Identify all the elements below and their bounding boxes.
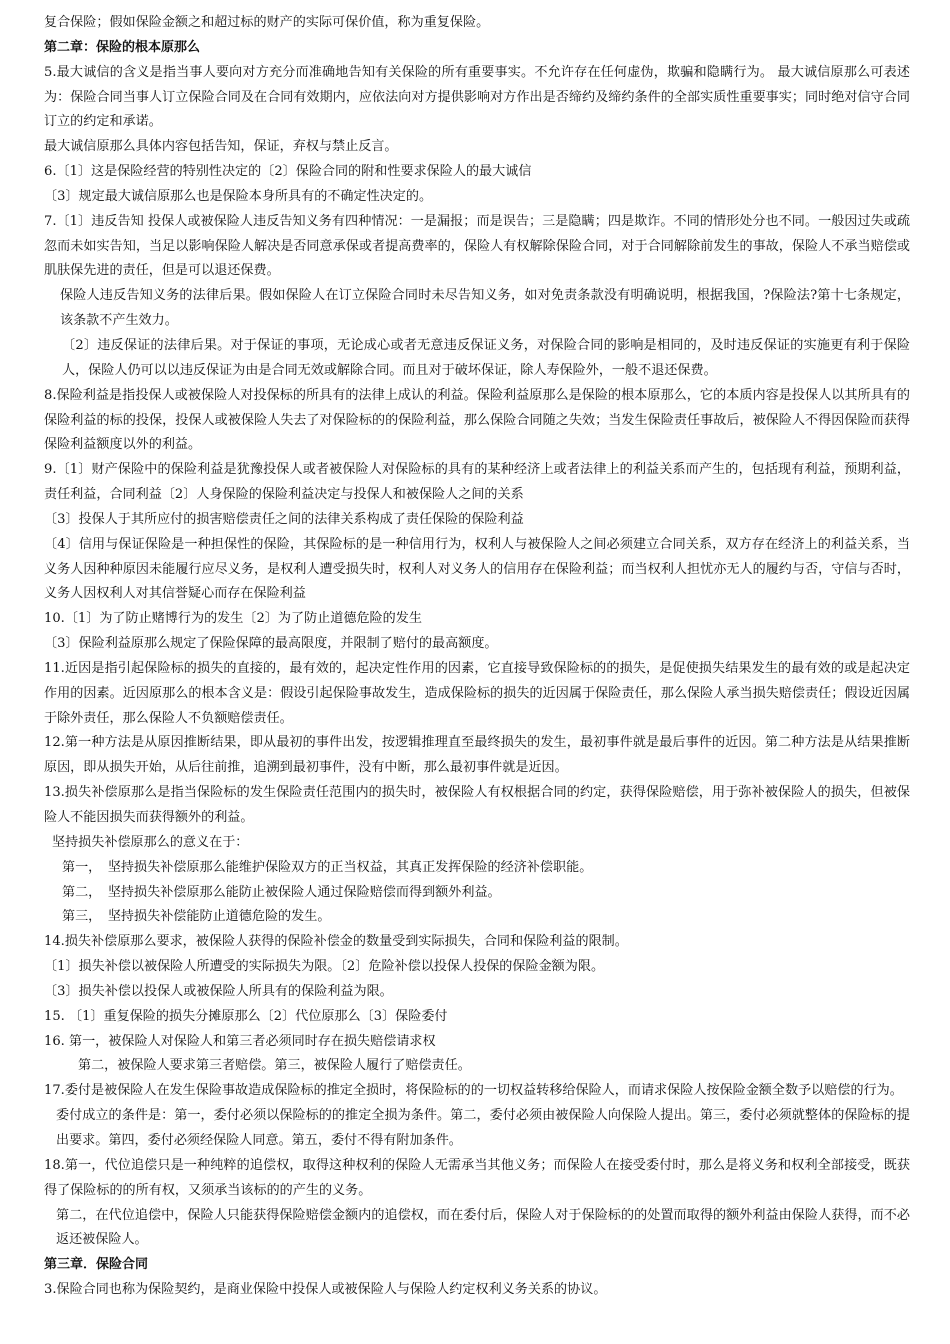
paragraph: 6.〔1〕这是保险经营的特别性决定的〔2〕保险合同的附和性要求保险人的最大诚信: [44, 164, 532, 180]
paragraph: 10.〔1〕为了防止赌博行为的发生〔2〕为了防止道德危险的发生: [44, 611, 422, 627]
paragraph: 保险人违反告知义务的法律后果。假如保险人在订立保险合同时未尽告知义务，如对免责条款没有明确说明，根据我国，?保险法?第十七条规定，该条款不产生效力。: [60, 288, 910, 329]
paragraph: 12.第一种方法是从原因推断结果，即从最初的事件出发，按逻辑推理直至最终损失的发生，最初事件就是最后事件的近因。第二种方法是从结果推断原因，即从损失开始，从后往前推，追溯到最初事件，没有中断，那么最初事件就是近因。: [44, 735, 910, 776]
paragraph: 〔3〕保险利益原那么规定了保险保障的最高限度，并限制了赔付的最高额度。: [44, 636, 498, 652]
paragraph: 3.保险合同也称为保险契约，是商业保险中投保人或被保险人与保险人约定权利义务关系的协议。: [44, 1282, 607, 1298]
paragraph: 第二，被保险人要求第三者赔偿。第三，被保险人履行了赔偿责任。: [78, 1058, 471, 1074]
paragraph: 〔1〕损失补偿以被保险人所遭受的实际损失为限。〔2〕危险补偿以投保人投保的保险金额为限。: [44, 959, 605, 975]
paragraph: 〔3〕规定最大诚信原那么也是保险本身所具有的不确定性决定的。: [44, 188, 433, 204]
paragraph: 18.第一，代位追偿只是一种纯粹的追偿权，取得这种权利的保险人无需承当其他义务；而保险人在接受委付时，那么是将义务和权利全部接受，既获得了保险标的的所有权，又须承当该标的的产生的义务。: [44, 1157, 910, 1198]
paragraph: 5.最大诚信的含义是指当事人要向对方充分而准确地告知有关保险的所有重要事实。不允许存在任何虚伪，欺骗和隐瞒行为。 最大诚信原那么可表述为：保险合同当事人订立保险合同及在合同有效期内，应依法向对方提供影响对方作出是否缔约及缔约条件的全部实质性重要事实；同时绝对信守合同订立的约定和承诺。: [44, 64, 910, 130]
paragraph: 坚持损失补偿原那么的意义在于：: [52, 834, 249, 850]
list-item: 第一， 坚持损失补偿原那么能维护保险双方的正当权益，其真正发挥保险的经济补偿职能。: [62, 859, 593, 875]
paragraph: 最大诚信原那么具体内容包括告知，保证，弃权与禁止反言。: [44, 139, 398, 155]
paragraph: 8.保险利益是指投保人或被保险人对投保标的所具有的法律上成认的利益。保险利益原那么是保险的根本原那么，它的本质内容是投保人以其所具有的保险利益的标的投保，投保人或被保险人失去了对保险标的的保险利益，那么保险合同随之失效；当发生保险责任事故后，被保险人不得因保险而获得保险利益额度以外的利益。: [44, 387, 910, 453]
paragraph: 复合保险；假如保险金额之和超过标的财产的实际可保价值，称为重复保险。: [44, 15, 490, 30]
paragraph: 第二，在代位追偿中，保险人只能获得保险赔偿金额内的追偿权，而在委付后，保险人对于保险标的的处置而取得的额外利益由保险人获得，而不必返还被保险人。: [56, 1207, 910, 1248]
paragraph: 15. 〔1〕重复保险的损失分摊原那么〔2〕代位原那么〔3〕保险委付: [44, 1008, 448, 1024]
paragraph: 16. 第一，被保险人对保险人和第三者必须同时存在损失赔偿请求权: [44, 1033, 436, 1049]
list-item: 第三， 坚持损失补偿能防止道德危险的发生。: [62, 909, 331, 925]
paragraph: 委付成立的条件是：第一，委付必须以保险标的的推定全损为条件。第二，委付必须由被保险人向保险人提出。第三，委付必须就整体的保险标的提出要求。第四，委付必须经保险人同意。第五，委付不得有附加条件。: [56, 1108, 910, 1148]
paragraph: 13.损失补偿原那么是指当保险标的发生保险责任范围内的损失时，被保险人有权根据合同的约定，获得保险赔偿，用于弥补被保险人的损失，但被保险人不能因损失而获得额外的利益。: [44, 785, 910, 825]
paragraph: 11.近因是指引起保险标的损失的直接的，最有效的，起决定性作用的因素，它直接导致保险标的的损失，是促使损失结果发生的最有效的或是起决定作用的因素。近因原那么的根本含义是：假设引起保险事故发生，造成保险标的损失的近因属于保险责任，那么保险人承当损失赔偿责任；假设近因属于除外责任，那么保险人不负额赔偿责任。: [44, 660, 910, 726]
paragraph: 17.委付是被保险人在发生保险事故造成保险标的推定全损时，将保险标的的一切权益转移给保险人，而请求保险人按保险金额全数予以赔偿的行为。: [44, 1083, 903, 1099]
chapter-heading: 第三章．保险合同: [44, 1257, 149, 1273]
paragraph: 7.〔1〕违反告知 投保人或被保险人违反告知义务有四种情况：一是漏报；而是误告；三是隐瞒；四是欺诈。不同的情形处分也不同。一般因过失或疏忽而未如实告知，当足以影响保险人解决是否同意承保或者提高费率的，保险人有权解除保险合同，对于合同解除前发生的事故，保险人不承当赔偿或肌肤保先进的责任，但是可以退还保费。: [44, 213, 910, 279]
paragraph: 〔4〕信用与保证保险是一种担保性的保险，其保险标的是一种信用行为，权利人与被保险人之间必须建立合同关系，双方存在经济上的利益关系，当义务人因种种原因未能履行应尽义务，是权利人遭受损失时，权利人对义务人的信用存在保险利益；而当权利人担忧亦无人的履约与否，守信与否时，义务人因权利人对其信誉疑心而存在保险利益: [44, 536, 910, 602]
paragraph: 〔3〕投保人于其所应付的损害赔偿责任之间的法律关系构成了责任保险的保险利益: [44, 511, 524, 527]
document-body: [44, 11, 910, 1303]
paragraph: 14.损失补偿原那么要求，被保险人获得的保险补偿金的数量受到实际损失，合同和保险利益的限制。: [44, 934, 628, 950]
list-item: 第二， 坚持损失补偿原那么能防止被保险人通过保险赔偿而得到额外利益。: [62, 884, 501, 900]
chapter-heading: 第二章：保险的根本原那么: [44, 39, 201, 55]
paragraph: 〔2〕违反保证的法律后果。对于保证的事项，无论成心或者无意违反保证义务，对保险合同的影响是相同的，及时违反保证的实施更有利于保险人，保险人仍可以以违反保证为由是合同无效或解除合同。而且对于破坏保证，除人寿保险外，一般不退还保费。: [62, 337, 910, 378]
paragraph: 9.〔1〕财产保险中的保险利益是犹豫投保人或者被保险人对保险标的具有的某种经济上或者法律上的利益关系而产生的，包括现有利益，预期利益，责任利益，合同利益〔2〕人身保险的保险利益决定与投保人和被保险人之间的关系: [44, 462, 910, 503]
paragraph: 〔3〕损失补偿以投保人或被保险人所具有的保险利益为限。: [44, 983, 393, 999]
